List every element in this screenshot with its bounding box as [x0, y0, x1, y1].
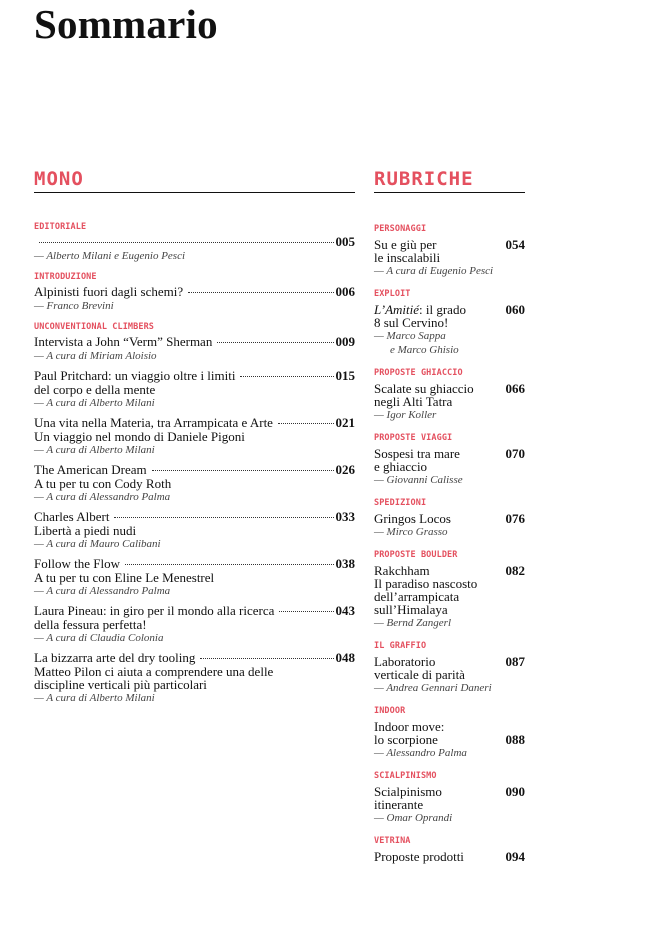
title-line: Scialpinismo — [374, 784, 442, 799]
entry-title: Charles Albert — [34, 509, 110, 524]
entry-credit: — Franco Brevini — [34, 300, 114, 312]
entry-credit: e Marco Ghisio — [390, 344, 459, 356]
entry-title — [374, 447, 501, 473]
page-number: 026 — [335, 462, 355, 477]
title-line: 8 sul Cervino! — [374, 315, 449, 330]
rubric-section[interactable] — [374, 432, 525, 487]
rubric-entry — [374, 447, 525, 473]
entry-title-line — [34, 335, 355, 349]
page-number: 088 — [505, 732, 525, 747]
entry-title — [374, 720, 501, 746]
entry-credit: — A cura di Alberto Milani — [34, 397, 155, 409]
rubric-section[interactable] — [374, 549, 525, 630]
entry-credit: — Alberto Milani e Eugenio Pesci — [34, 250, 186, 262]
section-label: PROPOSTE VIAGGI — [374, 433, 453, 443]
entry-title — [374, 785, 501, 811]
title-line: Laboratorio — [374, 654, 436, 669]
section-label: INDOOR — [374, 706, 406, 716]
entry-credit: — Giovanni Calisse — [374, 474, 463, 486]
page-number: 076 — [505, 511, 525, 526]
entry-credit: — A cura di Alberto Milani — [34, 444, 155, 456]
entry-credit: — Marco Sappa — [374, 330, 446, 342]
rubric-entry — [374, 720, 525, 746]
rubric-section[interactable] — [374, 223, 525, 278]
entry-credit: — A cura di Claudia Colonia — [34, 632, 164, 644]
toc-entry[interactable] — [34, 510, 355, 551]
entry-credit: — A cura di Miriam Aloisio — [34, 350, 157, 362]
page-number: 015 — [335, 368, 355, 383]
page-number: 066 — [505, 381, 525, 396]
page-number: 043 — [335, 603, 355, 618]
dot-leader — [39, 242, 334, 243]
entry-title: Paul Pritchard: un viaggio oltre i limiti — [34, 368, 236, 383]
page-number: 082 — [505, 563, 525, 578]
toc-entry[interactable] — [34, 285, 355, 313]
rubric-section[interactable] — [374, 497, 525, 539]
entry-subtitle: del corpo e della mente — [34, 382, 156, 397]
rubric-entry — [374, 512, 525, 525]
entry-title-line — [34, 557, 355, 571]
entry-credit: — Omar Oprandi — [374, 812, 453, 824]
rubric-entry — [374, 238, 525, 264]
page-number: 033 — [335, 509, 355, 524]
title-line: itinerante — [374, 797, 424, 812]
page-number: 060 — [505, 302, 525, 317]
title-line: Scalate su ghiaccio — [374, 381, 474, 396]
page-title: Sommario — [34, 1, 218, 47]
title-line: L’Amitié: il grado — [374, 302, 466, 317]
toc-section — [34, 271, 355, 313]
dot-leader — [240, 376, 333, 377]
entry-title-line — [34, 463, 355, 477]
entry-title — [374, 382, 501, 408]
toc-entry[interactable] — [34, 604, 355, 645]
entry-title — [374, 655, 501, 681]
mono-heading: MONO — [34, 168, 355, 193]
rubric-section[interactable] — [374, 705, 525, 760]
section-label: PROPOSTE BOULDER — [374, 550, 458, 560]
entry-title-line — [34, 285, 355, 299]
page-number: 087 — [505, 654, 525, 669]
title-line: Gringos Locos — [374, 511, 451, 526]
entry-subtitle: A tu per tu con Cody Roth — [34, 476, 172, 491]
toc-entry[interactable] — [34, 335, 355, 363]
title-line: Indoor move: — [374, 719, 445, 734]
rubric-section[interactable] — [374, 640, 525, 695]
page-number: 005 — [335, 234, 355, 249]
toc-entry[interactable] — [34, 557, 355, 598]
toc-entry[interactable] — [34, 369, 355, 410]
toc-entry[interactable] — [34, 235, 355, 263]
rubric-section[interactable] — [374, 367, 525, 422]
section-label: PROPOSTE GHIACCIO — [374, 368, 463, 378]
rubric-entry — [374, 303, 525, 329]
title-line: Rakchham — [374, 563, 430, 578]
entry-credit: — Alessandro Palma — [374, 747, 467, 759]
title-line: Sospesi tra mare — [374, 446, 460, 461]
rubriche-column — [374, 168, 525, 873]
rubric-entry — [374, 564, 525, 616]
rubric-entry — [374, 785, 525, 811]
entry-title — [374, 850, 501, 863]
entry-subtitle: Matteo Pilon ci aiuta a comprendere una delle — [34, 664, 274, 679]
title-italic: L’Amitié — [374, 302, 420, 317]
entry-title-line — [34, 369, 355, 383]
rubric-entry — [374, 655, 525, 681]
rubriche-heading: RUBRICHE — [374, 168, 525, 193]
rubric-entry — [374, 850, 525, 863]
toc-section — [34, 221, 355, 263]
title-line: Il paradiso nascosto — [374, 576, 478, 591]
entry-credit: — A cura di Mauro Calibani — [34, 538, 161, 550]
entry-subtitle: Libertà a piedi nudi — [34, 523, 137, 538]
entry-title-line — [34, 651, 355, 665]
entry-subtitle: A tu per tu con Eline Le Menestrel — [34, 570, 215, 585]
section-label: EDITORIALE — [34, 222, 87, 232]
rubric-section[interactable] — [374, 835, 525, 863]
dot-leader — [188, 292, 333, 293]
rubric-section[interactable] — [374, 288, 525, 357]
title-line: Su e giù per — [374, 237, 437, 252]
page-number: 054 — [505, 237, 525, 252]
entry-credit: — Igor Koller — [374, 409, 437, 421]
entry-title: Laura Pineau: in giro per il mondo alla ricerca — [34, 603, 275, 618]
entry-subtitle: Un viaggio nel mondo di Daniele Pigoni — [34, 429, 245, 444]
section-label: SCIALPINISMO — [374, 771, 437, 781]
title-line: sull’Himalaya — [374, 602, 448, 617]
page-number: 070 — [505, 446, 525, 461]
dot-leader — [200, 658, 333, 659]
entry-credit: — A cura di Alessandro Palma — [34, 585, 171, 597]
dot-leader — [279, 611, 333, 612]
title-line: verticale di parità — [374, 667, 465, 682]
entry-title — [374, 303, 501, 329]
title-line: Proposte prodotti — [374, 849, 464, 864]
mono-column — [34, 168, 355, 711]
dot-leader — [152, 470, 334, 471]
title-line: le inscalabili — [374, 250, 441, 265]
page-number: 048 — [335, 650, 355, 665]
rubric-entry — [374, 382, 525, 408]
section-label: UNCONVENTIONAL CLIMBERS — [34, 322, 155, 332]
entry-subtitle: discipline verticali più particolari — [34, 677, 207, 692]
section-label: PERSONAGGI — [374, 224, 427, 234]
entry-credit: — Bernd Zangerl — [374, 617, 451, 629]
title-line: negli Alti Tatra — [374, 394, 453, 409]
entry-title: Una vita nella Materia, tra Arrampicata e Arte — [34, 415, 273, 430]
page-number: 006 — [335, 284, 355, 299]
rubric-section[interactable] — [374, 770, 525, 825]
dot-leader — [114, 517, 333, 518]
page-number: 038 — [335, 556, 355, 571]
entry-subtitle: della fessura perfetta! — [34, 617, 147, 632]
section-label: EXPLOIT — [374, 289, 411, 299]
title-line: lo scorpione — [374, 732, 438, 747]
entry-credit: — A cura di Eugenio Pesci — [374, 265, 494, 277]
section-label: IL GRAFFIO — [374, 641, 427, 651]
toc-entry[interactable] — [34, 463, 355, 504]
toc-section — [34, 321, 355, 705]
title-line: e ghiaccio — [374, 459, 428, 474]
section-label: SPEDIZIONI — [374, 498, 427, 508]
entry-title: The American Dream — [34, 462, 147, 477]
entry-title — [374, 564, 501, 616]
toc-entry[interactable] — [34, 416, 355, 457]
entry-title: Alpinisti fuori dagli schemi? — [34, 284, 184, 299]
dot-leader — [217, 342, 333, 343]
entry-title-line — [34, 235, 355, 249]
title-line: dell’arrampicata — [374, 589, 460, 604]
section-label: INTRODUZIONE — [34, 272, 97, 282]
section-label: VETRINA — [374, 836, 411, 846]
entry-title: Follow the Flow — [34, 556, 120, 571]
entry-title — [374, 512, 501, 525]
page-number: 094 — [505, 849, 525, 864]
entry-title: La bizzarra arte del dry tooling — [34, 650, 196, 665]
entry-credit: — A cura di Alberto Milani — [34, 692, 155, 704]
dot-leader — [278, 423, 334, 424]
entry-credit: — Mirco Grasso — [374, 526, 448, 538]
entry-title-line — [34, 416, 355, 430]
entry-credit: — Andrea Gennari Daneri — [374, 682, 492, 694]
entry-title-line — [34, 604, 355, 618]
toc-entry[interactable] — [34, 651, 355, 705]
entry-title: Intervista a John “Verm” Sherman — [34, 334, 213, 349]
page-number: 021 — [335, 415, 355, 430]
entry-title-line — [34, 510, 355, 524]
page-number: 090 — [505, 784, 525, 799]
entry-credit: — A cura di Alessandro Palma — [34, 491, 171, 503]
entry-title — [374, 238, 501, 264]
dot-leader — [125, 564, 334, 565]
page-number: 009 — [335, 334, 355, 349]
